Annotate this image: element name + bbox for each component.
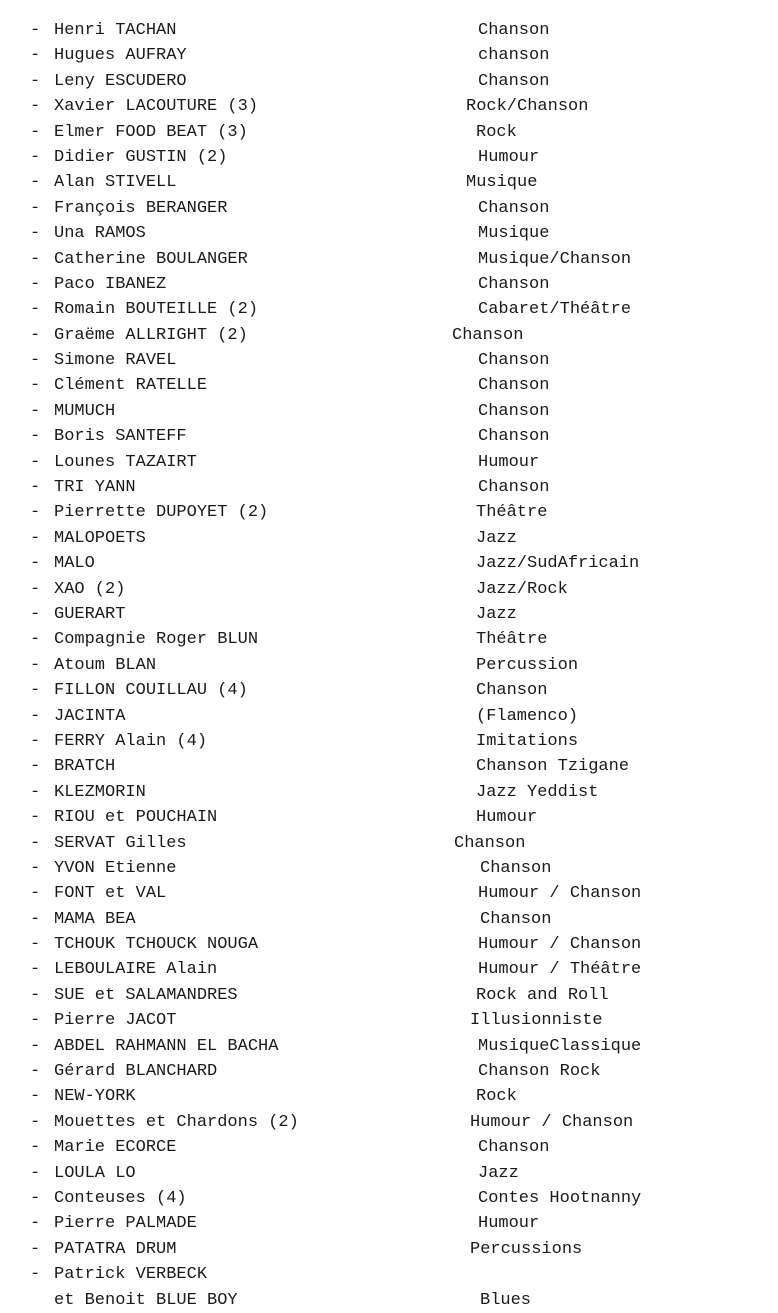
- bullet-dash: -: [30, 858, 41, 878]
- genre-label: Chanson: [478, 401, 550, 421]
- list-item: [30, 373, 760, 398]
- list-item: [30, 500, 760, 525]
- list-item: [30, 1059, 760, 1084]
- bullet-dash: -: [30, 528, 41, 548]
- artist-name: [54, 881, 166, 906]
- artist-name: [54, 856, 176, 881]
- artist-name-line: Lounes TAZAIRT: [54, 452, 197, 472]
- artist-name: [54, 500, 268, 525]
- genre-label: Chanson: [478, 376, 550, 396]
- list-item: [30, 43, 760, 68]
- artist-name: [54, 627, 258, 652]
- artist-name: [54, 323, 248, 348]
- bullet-dash: -: [30, 884, 41, 904]
- genre-label: Blues: [480, 1290, 532, 1310]
- artist-name-line: Alan STIVELL: [54, 173, 177, 193]
- genre-label: Chanson: [478, 351, 550, 371]
- artist-name-line: Patrick VERBECK: [54, 1265, 208, 1285]
- bullet-dash: -: [30, 808, 41, 828]
- artist-name: [54, 602, 125, 627]
- artist-name-line: MALOPOETS: [54, 528, 146, 548]
- genre-label: Imitations: [476, 731, 579, 751]
- genre-label: Chanson: [454, 833, 526, 853]
- artist-name: [54, 780, 146, 805]
- list-item: [30, 272, 760, 297]
- artist-name: [54, 399, 115, 424]
- list-item: [30, 399, 760, 424]
- artist-name: [54, 1186, 187, 1211]
- artist-name-line: TCHOUK TCHOUCK NOUGA: [54, 935, 259, 955]
- list-item: [30, 247, 760, 272]
- artist-name: [54, 1059, 217, 1084]
- bullet-dash: -: [30, 401, 41, 421]
- list-item: [30, 1034, 760, 1059]
- artist-name: [54, 1161, 136, 1186]
- list-item: [30, 1237, 760, 1262]
- list-item: [30, 1110, 760, 1135]
- list-item: [30, 704, 760, 729]
- bullet-dash: -: [30, 1087, 41, 1107]
- bullet-dash: -: [30, 46, 41, 66]
- genre-label: Percussion: [476, 655, 579, 675]
- artist-name-line: Didier GUSTIN (2): [54, 147, 228, 167]
- list-item: [30, 602, 760, 627]
- artist-name-line: SERVAT Gilles: [54, 833, 187, 853]
- genre-label: Percussions: [470, 1239, 583, 1259]
- artist-name: [54, 729, 207, 754]
- bullet-dash: -: [30, 325, 41, 345]
- artist-name-line: PATATRA DRUM: [54, 1239, 177, 1259]
- genre-label: Chanson Tzigane: [476, 757, 630, 777]
- artist-name-line: Clément RATELLE: [54, 376, 208, 396]
- artist-name: [54, 704, 125, 729]
- genre-label: Cabaret/Théâtre: [478, 300, 632, 320]
- genre-label: Chanson: [476, 681, 548, 701]
- bullet-dash: -: [30, 1011, 41, 1031]
- bullet-dash: -: [30, 97, 41, 117]
- list-item: [30, 957, 760, 982]
- bullet-dash: -: [30, 1188, 41, 1208]
- genre-label: Jazz: [478, 1163, 519, 1183]
- artist-name: [54, 983, 238, 1008]
- artist-name: [54, 475, 136, 500]
- bullet-dash: -: [30, 351, 41, 371]
- bullet-dash: -: [30, 960, 41, 980]
- artist-name-line: Mouettes et Chardons (2): [54, 1112, 299, 1132]
- artist-name-line: XAO (2): [54, 579, 126, 599]
- genre-label: Musique/Chanson: [478, 249, 632, 269]
- genre-label: Jazz: [476, 528, 517, 548]
- artist-name-line: Atoum BLAN: [54, 655, 157, 675]
- artist-name-line: FERRY Alain (4): [54, 731, 208, 751]
- bullet-dash: -: [30, 833, 41, 853]
- artist-name-line: Leny ESCUDERO: [54, 71, 187, 91]
- artist-name-line: RIOU et POUCHAIN: [54, 808, 218, 828]
- genre-label: Chanson: [480, 909, 552, 929]
- bullet-dash: -: [30, 935, 41, 955]
- list-item: [30, 1211, 760, 1236]
- artist-name-line: YVON Etienne: [54, 858, 177, 878]
- genre-label: Chanson: [478, 478, 550, 498]
- genre-label: Chanson: [478, 198, 550, 218]
- artist-name-line: Marie ECORCE: [54, 1138, 177, 1158]
- list-item: [30, 856, 760, 881]
- bullet-dash: -: [30, 1112, 41, 1132]
- genre-label: chanson: [478, 46, 550, 66]
- bullet-dash: -: [30, 71, 41, 91]
- artist-name-line: MAMA BEA: [54, 909, 136, 929]
- artist-name-line: Pierre PALMADE: [54, 1214, 197, 1234]
- bullet-dash: -: [30, 147, 41, 167]
- genre-label: Humour: [476, 808, 538, 828]
- bullet-dash: -: [30, 1265, 41, 1285]
- artist-name: [54, 247, 248, 272]
- list-item: [30, 729, 760, 754]
- bullet-dash: -: [30, 630, 41, 650]
- artist-name: [54, 297, 258, 322]
- artist-name-line: Gérard BLANCHARD: [54, 1062, 218, 1082]
- artist-name-line: François BERANGER: [54, 198, 228, 218]
- artist-name: [54, 805, 217, 830]
- list-item: [30, 170, 760, 195]
- genre-label: Chanson: [480, 858, 552, 878]
- artist-name: [54, 1262, 238, 1313]
- genre-label: Humour / Chanson: [470, 1112, 634, 1132]
- artist-name: [54, 1034, 278, 1059]
- genre-label: Chanson: [452, 325, 524, 345]
- list-item: [30, 221, 760, 246]
- artist-name: [54, 1084, 136, 1109]
- artist-name: [54, 653, 156, 678]
- list-item: [30, 94, 760, 119]
- genre-label: Rock: [476, 1087, 517, 1107]
- genre-label: Humour: [478, 147, 540, 167]
- artist-name-line: Henri TACHAN: [54, 21, 177, 40]
- bullet-dash: -: [30, 198, 41, 218]
- artist-name-line: NEW-YORK: [54, 1087, 136, 1107]
- artist-name-line: KLEZMORIN: [54, 782, 146, 802]
- list-item: [30, 907, 760, 932]
- bullet-dash: -: [30, 122, 41, 142]
- artist-name: [54, 526, 146, 551]
- artist-name-line: ABDEL RAHMANN EL BACHA: [54, 1036, 279, 1056]
- artist-name-line: JACINTA: [54, 706, 126, 726]
- genre-label: Théâtre: [476, 503, 548, 523]
- artist-name: [54, 272, 166, 297]
- artist-name-line: FONT et VAL: [54, 884, 167, 904]
- artist-name-line: LOULA LO: [54, 1163, 136, 1183]
- bullet-dash: -: [30, 478, 41, 498]
- list-item: [30, 1135, 760, 1160]
- list-item: [30, 551, 760, 576]
- list-item: [30, 450, 760, 475]
- genre-label: Chanson: [478, 274, 550, 294]
- list-item: [30, 297, 760, 322]
- genre-label: Humour: [478, 1214, 540, 1234]
- bullet-dash: -: [30, 782, 41, 802]
- artist-name-line: SUE et SALAMANDRES: [54, 985, 238, 1005]
- bullet-dash: -: [30, 985, 41, 1005]
- artist-name: [54, 170, 176, 195]
- genre-label: Musique: [466, 173, 538, 193]
- genre-label: Chanson Rock: [478, 1062, 601, 1082]
- genre-label: Contes Hootnanny: [478, 1188, 642, 1208]
- list-item: [30, 18, 760, 43]
- artist-name: [54, 957, 217, 982]
- list-item: [30, 120, 760, 145]
- list-item: [30, 1161, 760, 1186]
- list-item: [30, 323, 760, 348]
- artist-name: [54, 145, 227, 170]
- artist-name-line: LEBOULAIRE Alain: [54, 960, 218, 980]
- genre-label: Humour / Chanson: [478, 935, 642, 955]
- bullet-dash: -: [30, 300, 41, 320]
- genre-label: Humour / Théâtre: [478, 960, 642, 980]
- bullet-dash: -: [30, 224, 41, 244]
- artist-name-line: Compagnie Roger BLUN: [54, 630, 259, 650]
- bullet-dash: -: [30, 1138, 41, 1158]
- artist-name: [54, 831, 187, 856]
- bullet-dash: -: [30, 757, 41, 777]
- artist-name: [54, 373, 207, 398]
- list-item: [30, 1008, 760, 1033]
- genre-label: Illusionniste: [470, 1011, 603, 1031]
- artist-name-line: Hugues AUFRAY: [54, 46, 187, 66]
- bullet-dash: -: [30, 554, 41, 574]
- list-item: [30, 983, 760, 1008]
- bullet-dash: -: [30, 681, 41, 701]
- bullet-dash: -: [30, 909, 41, 929]
- bullet-dash: -: [30, 21, 41, 40]
- artist-name-line: Graëme ALLRIGHT (2): [54, 325, 248, 345]
- artist-name-line: Elmer FOOD BEAT (3): [54, 122, 248, 142]
- genre-label: Chanson: [478, 71, 550, 91]
- artist-name: [54, 1110, 299, 1135]
- artist-name: [54, 907, 136, 932]
- genre-label: Rock/Chanson: [466, 97, 589, 117]
- artist-name: [54, 94, 258, 119]
- list-item: [30, 348, 760, 373]
- genre-label: Rock and Roll: [476, 985, 609, 1005]
- bullet-dash: -: [30, 249, 41, 269]
- artist-name: [54, 424, 187, 449]
- artist-name-line: et Benoit BLUE BOY: [54, 1290, 238, 1310]
- artist-name-line: Paco IBANEZ: [54, 274, 167, 294]
- bullet-dash: -: [30, 503, 41, 523]
- artist-name: [54, 1008, 176, 1033]
- genre-label: Jazz/Rock: [476, 579, 568, 599]
- artist-name-line: Conteuses (4): [54, 1188, 187, 1208]
- genre-label: MusiqueClassique: [478, 1036, 642, 1056]
- artist-name-line: Boris SANTEFF: [54, 427, 187, 447]
- list-item: [30, 196, 760, 221]
- artist-name: [54, 450, 197, 475]
- artist-name: [54, 69, 187, 94]
- artist-name-line: Una RAMOS: [54, 224, 146, 244]
- list-item: [30, 1262, 760, 1313]
- artist-name-line: Catherine BOULANGER: [54, 249, 248, 269]
- artist-name: [54, 577, 125, 602]
- genre-label: Chanson: [478, 21, 550, 40]
- artist-name-line: TRI YANN: [54, 478, 136, 498]
- list-item: [30, 577, 760, 602]
- artist-name-line: Pierre JACOT: [54, 1011, 177, 1031]
- artist-name: [54, 1237, 176, 1262]
- genre-label: Chanson: [478, 427, 550, 447]
- list-item: [30, 932, 760, 957]
- list-item: [30, 526, 760, 551]
- genre-label: (Flamenco): [476, 706, 579, 726]
- artist-name: [54, 120, 248, 145]
- list-item: [30, 754, 760, 779]
- artist-name: [54, 196, 227, 221]
- artist-name-line: Pierrette DUPOYET (2): [54, 503, 269, 523]
- artist-name-line: BRATCH: [54, 757, 116, 777]
- artist-name: [54, 754, 115, 779]
- bullet-dash: -: [30, 731, 41, 751]
- list-item: [30, 881, 760, 906]
- list-item: [30, 780, 760, 805]
- bullet-dash: -: [30, 452, 41, 472]
- list-item: [30, 1084, 760, 1109]
- genre-label: Jazz: [476, 604, 517, 624]
- genre-label: Jazz Yeddist: [476, 782, 599, 802]
- artist-name: [54, 932, 258, 957]
- artist-name: [54, 678, 248, 703]
- bullet-dash: -: [30, 376, 41, 396]
- artist-name-line: Romain BOUTEILLE (2): [54, 300, 259, 320]
- artist-name: [54, 1135, 176, 1160]
- bullet-dash: -: [30, 1214, 41, 1234]
- artist-name: [54, 18, 176, 43]
- list-item: [30, 69, 760, 94]
- genre-label: Chanson: [478, 1138, 550, 1158]
- artist-name-line: Xavier LACOUTURE (3): [54, 97, 259, 117]
- list-item: [30, 475, 760, 500]
- genre-label: Humour: [478, 452, 540, 472]
- artist-name-line: MUMUCH: [54, 401, 116, 421]
- bullet-dash: -: [30, 1239, 41, 1259]
- genre-label: Théâtre: [476, 630, 548, 650]
- list-item: [30, 831, 760, 856]
- bullet-dash: -: [30, 427, 41, 447]
- list-item: [30, 678, 760, 703]
- bullet-dash: -: [30, 1062, 41, 1082]
- bullet-dash: -: [30, 706, 41, 726]
- bullet-dash: -: [30, 655, 41, 675]
- artist-name: [54, 1211, 197, 1236]
- artist-name-line: Simone RAVEL: [54, 351, 177, 371]
- bullet-dash: -: [30, 604, 41, 624]
- bullet-dash: -: [30, 1163, 41, 1183]
- list-item: [30, 653, 760, 678]
- artist-name-line: FILLON COUILLAU (4): [54, 681, 248, 701]
- genre-label: Jazz/SudAfricain: [476, 554, 640, 574]
- list-item: [30, 805, 760, 830]
- bullet-dash: -: [30, 274, 41, 294]
- list-item: [30, 145, 760, 170]
- bullet-dash: -: [30, 1036, 41, 1056]
- genre-label: Humour / Chanson: [478, 884, 642, 904]
- artist-list: [30, 18, 760, 1313]
- bullet-dash: -: [30, 173, 41, 193]
- list-item: [30, 627, 760, 652]
- genre-label: Musique: [478, 224, 550, 244]
- artist-name: [54, 348, 176, 373]
- genre-label: Rock: [476, 122, 517, 142]
- artist-name-line: MALO: [54, 554, 95, 574]
- list-item: [30, 1186, 760, 1211]
- artist-name-line: GUERART: [54, 604, 126, 624]
- list-item: [30, 424, 760, 449]
- artist-name: [54, 43, 187, 68]
- artist-name: [54, 551, 95, 576]
- bullet-dash: -: [30, 579, 41, 599]
- artist-name: [54, 221, 146, 246]
